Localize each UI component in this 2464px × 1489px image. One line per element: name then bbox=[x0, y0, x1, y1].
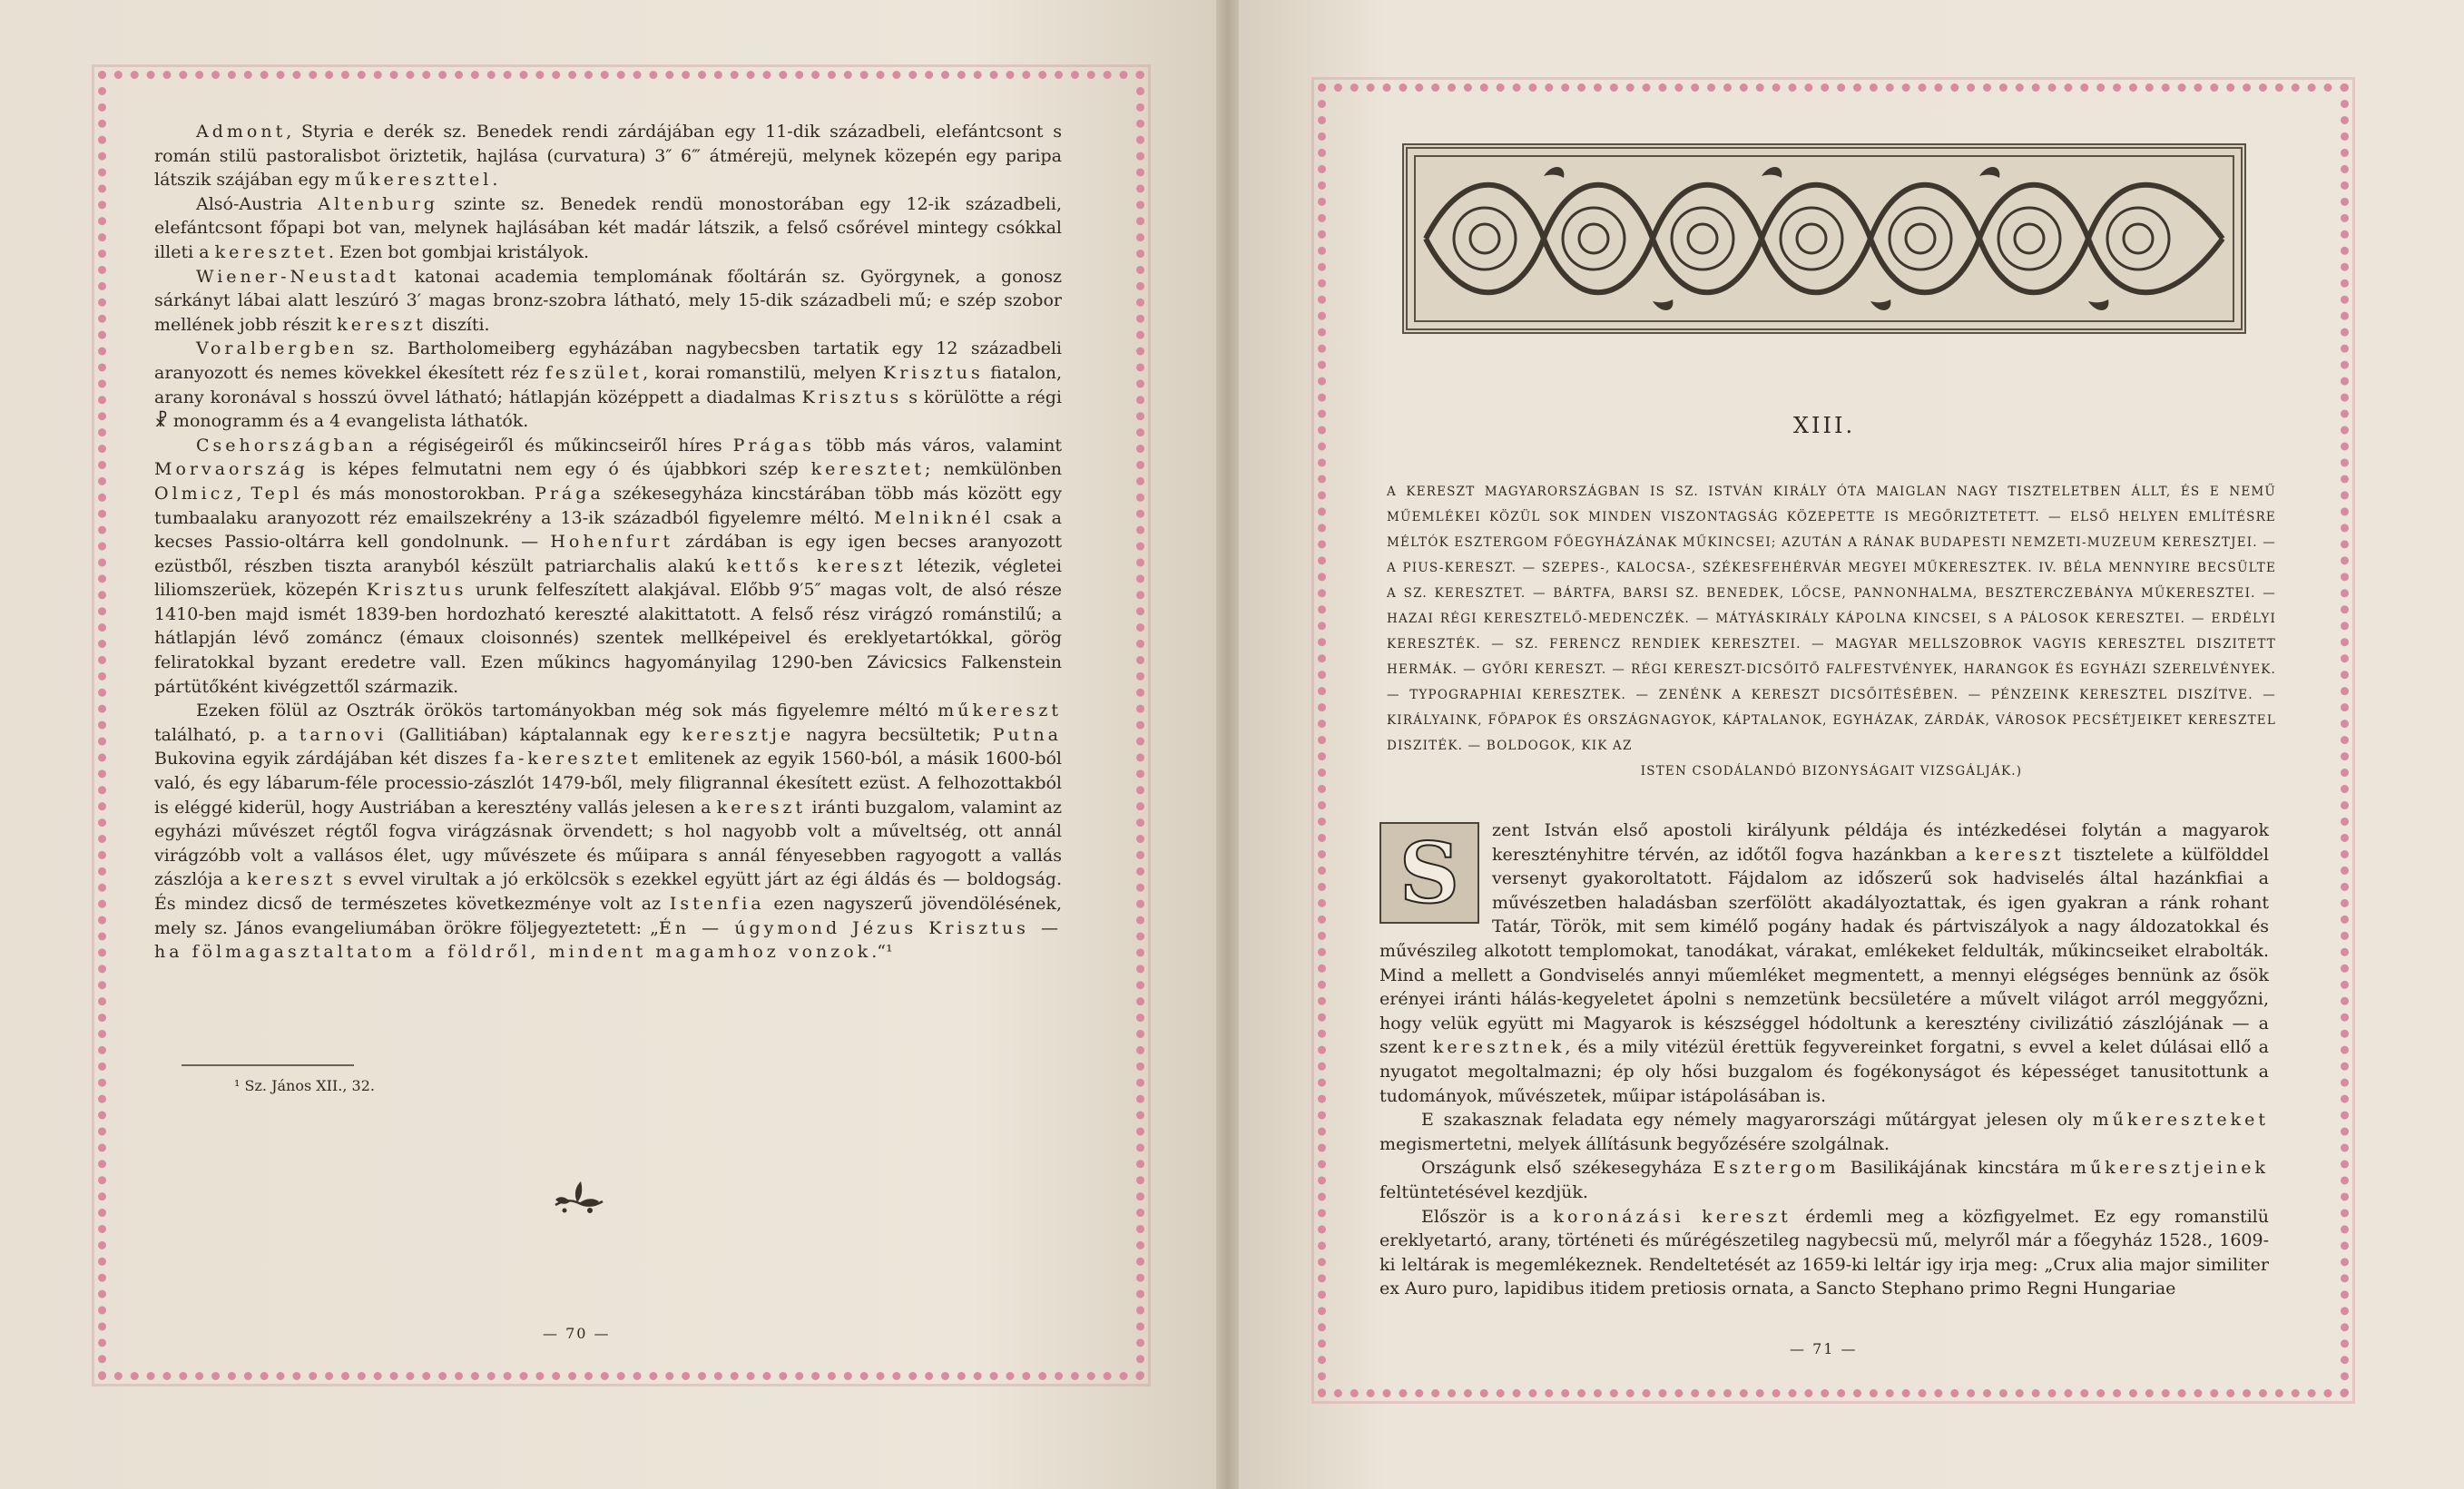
spaced-emphasis: műkereszteket bbox=[2092, 1110, 2269, 1131]
text-run: emlitenek az egyik 1560-ból, a másik 1600-ból való, és egy lábarum-féle processio-zászlót 1479-ből, mely filigrannal ékesített ezüst. A felhozottakból is eléggé kiderül, hogy Austriában a keresztény vallás jelesen a bbox=[154, 749, 1062, 818]
text-run: megismertetni, melyek állításunk begyőzésére szolgálnak. bbox=[1379, 1133, 1890, 1154]
text-run: több más város, valamint bbox=[815, 435, 1062, 456]
text-run: .“¹ bbox=[871, 942, 893, 963]
spaced-emphasis: Voralbergben bbox=[196, 338, 358, 359]
footnote: ¹ Sz. János XII., 32. bbox=[234, 1077, 375, 1094]
text-run: és más monostorokban. bbox=[302, 483, 535, 504]
text-run: tisztelete a külfölddel versenyt gyakoroltatott. Fájdalom az időszerű sok hadviselés által hazánkfiai a művészetben haladásban szerfölött akadályoztattak, és igen gyakran a ránk rohant Tatár, Török, mit sem kimélő pogány hadak és pártviszályok a nagy áldozatokkal és művészileg alkotott templomokat, tanodákat, várakat, emlékeket feldulták, műkincseiket elrabolták. Mind a mellett a Gondviselés annyi műemléket megmentett, a mennyi elégséges bennünk az ősök erényei iránti hálás-kegyeletet ápolni s nemzetünk becsületére a művelt világot arról meggyőzni, hogy velük együtt mi Magyarok is készséggel hódoltunk a keresztény civilizátió zászlójának — a szent bbox=[1379, 844, 2269, 1058]
text-run: székesegyháza kincstárában több más között egy tumbaalaku aranyozott réz emailszekrény a 13-ik századból figyelemre méltó. bbox=[154, 483, 1062, 528]
spaced-emphasis: Wiener-Neustadt bbox=[196, 266, 400, 287]
text-run: Basilikájának kincstára bbox=[1839, 1158, 2071, 1179]
text-run: diszíti. bbox=[426, 314, 490, 335]
text-run: zárdában is egy igen becses aranyozott ezüstből, részben tiszta aranyból készült patriarchalis alakú bbox=[154, 532, 1062, 576]
text-run: Ezeken fölül az Osztrák örökös tartományokban még sok más figyelemre méltó bbox=[196, 700, 938, 721]
text-run: Bukovina egyik zárdájában két diszes bbox=[154, 749, 495, 769]
spaced-emphasis: Altenburg bbox=[318, 193, 438, 214]
chapter-summary bbox=[1387, 479, 2276, 784]
spaced-emphasis: keresztet bbox=[810, 459, 925, 480]
paragraph bbox=[154, 265, 1062, 338]
text-run: szinte sz. Benedek rendü monostorában egy 12-ik századbeli, elefántcsont főpapi bot van, melynek hajlásában két madár látszik, a felső csőrével mintegy csókkal illeti a bbox=[154, 193, 1063, 262]
paragraph bbox=[1379, 1156, 2269, 1204]
spaced-emphasis: Krisztus bbox=[801, 387, 903, 407]
page-number-right: — 71 — bbox=[1790, 1340, 1858, 1357]
text-run: . bbox=[492, 170, 498, 191]
text-run: , Styria e derék sz. Benedek rendi zárdájában egy 11-dik századbeli, elefántcsont s román stilü pastoralisbot öriztetik, hajlása (curvatura) 3″ 6‴ átmérejü, melynek közepén egy paripa látszik szájában egy bbox=[154, 122, 1062, 191]
text-run: található, p. a bbox=[154, 724, 299, 745]
paragraph bbox=[154, 192, 1062, 265]
paragraph bbox=[1379, 1205, 2269, 1301]
text-run: Először is a bbox=[1421, 1206, 1554, 1227]
spaced-emphasis: keresztje bbox=[682, 724, 795, 745]
spaced-emphasis: műkereszt bbox=[937, 700, 1062, 721]
spaced-emphasis: Én — úgymond Jézus Krisztus — ha fölmagasztaltatom a földről, mindent magamhoz vonzok bbox=[154, 917, 1062, 963]
spaced-emphasis: kereszt bbox=[716, 797, 807, 818]
text-run: a régiségeiről és műkincseiről híres bbox=[377, 435, 733, 456]
spaced-emphasis: Istenfia bbox=[669, 894, 765, 914]
spaced-emphasis: Krisztus bbox=[883, 362, 984, 383]
text-run: E szakasznak feladata egy némely magyarországi műtárgyat jelesen oly bbox=[1421, 1110, 2093, 1131]
spaced-emphasis: tarnovi bbox=[299, 724, 388, 745]
paragraph bbox=[154, 699, 1062, 965]
paragraph bbox=[154, 120, 1062, 192]
text-run: katonai academia templomának főoltárán sz. Györgynek, a gonosz sárkányt lábai alatt leszúró 3′ magas bronz-szobra látható, mely 15-dik századbeli mű; e szép szobor mellének jobb részit bbox=[154, 266, 1062, 335]
drop-cap-letter: S bbox=[1399, 823, 1460, 922]
spaced-emphasis: keresztnek bbox=[1432, 1037, 1566, 1058]
text-run: is képes felmutatni nem egy ó és újabbkori szép bbox=[308, 459, 811, 480]
paragraph bbox=[1379, 818, 2269, 1108]
spaced-emphasis: Olmicz bbox=[154, 483, 237, 504]
spaced-emphasis: fa-keresztet bbox=[494, 749, 642, 769]
paragraph bbox=[1379, 1108, 2269, 1156]
text-run: ezen nagyszerű jövendölésének, mely sz. János evangeliumában örökre följegyeztetett: „ bbox=[154, 894, 1062, 938]
spaced-emphasis: kereszt bbox=[247, 869, 337, 890]
text-run: . Ezen bot gombjai kristályok. bbox=[328, 241, 590, 262]
spaced-emphasis: Krisztus bbox=[366, 580, 467, 601]
spaced-emphasis: Tepl bbox=[250, 483, 303, 504]
spaced-emphasis: keresztet bbox=[214, 241, 329, 262]
text-run: nagyra becsültetik; bbox=[794, 724, 993, 745]
text-run: , bbox=[236, 483, 251, 504]
spaced-emphasis: Hohenfurt bbox=[550, 532, 674, 553]
chapter-number: XIII. bbox=[1792, 413, 1856, 438]
text-run: Alsó-Austria bbox=[196, 193, 319, 214]
spaced-emphasis: kettős kereszt bbox=[726, 555, 907, 576]
spaced-emphasis: Csehországban bbox=[196, 435, 378, 456]
book-gutter bbox=[1216, 0, 1239, 1489]
spaced-emphasis: kereszt bbox=[1975, 844, 2065, 865]
spaced-emphasis: műkeresztjeinek bbox=[2070, 1158, 2269, 1179]
text-run: létezik, végletei liliomszerüek, közepén bbox=[154, 555, 1062, 601]
left-body-text bbox=[154, 120, 1062, 965]
leaf-ornament-icon bbox=[552, 1178, 606, 1216]
text-run: s körülötte a régi ☧ monogramm és a 4 evangelista láthatók. bbox=[154, 387, 1063, 432]
text-run: zent István első apostoli királyunk példája és intézkedései folytán a magyarok keresztényhitre térvén, az időtől fogva hazánkban a bbox=[1492, 820, 2269, 865]
drop-cap-initial bbox=[1379, 822, 1479, 924]
text-run: , korai romanstilü, melyen bbox=[643, 362, 884, 383]
spaced-emphasis: Melniknél bbox=[874, 507, 995, 528]
text-run: Országunk első székesegyháza bbox=[1421, 1158, 1713, 1179]
text-run: ; nemkülönben bbox=[925, 459, 1062, 480]
spaced-emphasis: kereszt bbox=[337, 314, 427, 335]
page-number-left: — 70 — bbox=[543, 1325, 611, 1342]
text-run: sz. Bartholomeiberg egyházában nagybecsben tartatik egy 12 századbeli aranyozott és nemes kövekkel ékesített réz bbox=[154, 338, 1062, 383]
spaced-emphasis: Putna bbox=[992, 724, 1063, 745]
text-run: érdemli meg a közfigyelmet. Ez egy romanstilü ereklyetartó, arany, történeti és műrégészetileg nagybecsü mű, melyről már a főegyház 1528., 1609-ki leltárak is megemlékeznek. Rendeltetését az 1659-ki leltár igy irja meg: „Crux alia major similiter ex Auro puro, lapidibus itidem pretiosis ornata, a Sancto Stephano primo Regni Hungariae bbox=[1379, 1206, 2269, 1299]
footnote-rule bbox=[182, 1064, 354, 1066]
paragraph bbox=[154, 434, 1062, 700]
text-run: feltüntetésével kezdjük. bbox=[1379, 1181, 1588, 1202]
spaced-emphasis: feszület bbox=[545, 362, 643, 383]
text-run: s evvel virultak a jó erkölcsök s ezekkel együtt járt az égi áldás és — boldogság. És mindez dicső de természetes következménye volt az bbox=[154, 869, 1062, 914]
spaced-emphasis: Morvaország bbox=[154, 459, 309, 480]
spaced-emphasis: Admont bbox=[196, 122, 287, 142]
spaced-emphasis: Esztergom bbox=[1713, 1158, 1840, 1179]
text-run: iránti buzgalom, valamint az egyházi művészet régtől fogva virágzásnak örvendett; s hol nagyobb volt a műveltség, ott annál virágzóbb volt a vallásos élet, ugy művészete és műipara s annál fényesebben ragyogott a vallás zászlója a bbox=[154, 797, 1062, 890]
spaced-emphasis: koronázási kereszt bbox=[1553, 1206, 1792, 1227]
paragraph bbox=[154, 337, 1062, 433]
text-run: fiatalon, arany koronával s hosszú övvel látható; hátlapján középpett a diadalmas bbox=[154, 362, 1063, 407]
right-body-text bbox=[1379, 818, 2269, 1301]
text-run: , és a mily vitézül érettük fegyvereinket forgatni, s evvel a kelet dúlásai ellő a nyugatot megoltalmazni; ép oly hősi buzgalom és fogékonyságot és képességet tanusitottunk a tudományok, művészetek, műipar istápolásában is. bbox=[1379, 1037, 2269, 1106]
text-run: (Gallitiában) káptalannak egy bbox=[387, 724, 682, 745]
text-run: urunk felfeszített alakjával. Előbb 9′5″ magas volt, de alsó része 1410-ben majd ismét 1839-ben hordozható kereszté alakittatott. A felső rész virágzó románstilű; a hátlapján lévő zománcz (émaux cloisonnés) szentek mellképeivel és ereklyetartókkal, görög feliratokkal byzant eredetre vall. Ezen műkincs hagyományilag 1290-ben Závicsics Falkenstein pártütőként kivégzettől származik. bbox=[154, 580, 1062, 697]
text-run: csak a kecses Passio-oltárra kell gondolnunk. — bbox=[154, 507, 1063, 553]
chapter-summary-last-line: ISTEN CSODÁLANDÓ BIZONYSÁGAIT VIZSGÁLJÁK.) bbox=[1640, 764, 2023, 779]
ornamental-header-banner bbox=[1402, 143, 2246, 334]
spaced-emphasis: műkereszttel bbox=[334, 170, 493, 191]
spaced-emphasis: Prága bbox=[535, 483, 604, 504]
spaced-emphasis: Prágas bbox=[732, 435, 815, 456]
chapter-summary-text: A KERESZT MAGYARORSZÁGBAN IS SZ. ISTVÁN KIRÁLY ÓTA MAIGLAN NAGY TISZTELETBEN ÁLLT, ÉS E NEMŰ MŰEMLÉKEI KÖZÜL SOK MINDEN VISZONTAGSÁG KÖZEPETTE IS MEGŐRIZTETETT. — ELSŐ HELYEN EMLÍTÉSRE MÉLTÓK ESZTERGOM FŐEGYHÁZÁNAK MŰKINCSEI; AZUTÁN A RÁNAK BUDAPESTI NEMZETI-MUZEUM KERESZTJEI. — A PIUS-KERESZT. — SZEPES-, KALOCSA-, SZÉKESFEHÉRVÁR MEGYEI MŰKERESZTEK. IV. BÉLA MENNYIRE BECSÜLTE A SZ. KERESZTET. — BÁRTFA, BARSI SZ. BENEDEK, LŐCSE, PANNONHALMA, BESZTERCZEBÁNYA MŰKERESZTEI. — HAZAI RÉGI KERESZTELŐ-MEDENCZÉK. — MÁTYÁSKIRÁLY KÁPOLNA KINCSEI, S A PÁLOSOK KERESZTEI. — ERDÉLYI KERESZTÉK. — SZ. FERENCZ RENDIEK KERESZTEI. — MAGYAR MELLSZOBROK VAGYIS KERESZTEL DISZITETT HERMÁK. — GYŐRI KERESZT. — RÉGI KERESZT-DICSŐITŐ FALFESTVÉNYEK, HARANGOK ÉS EGYHÁZI SZERELVÉNYEK. — TYPOGRAPHIAI KERESZTEK. — ZENÉNK A KERESZT DICSŐITÉSÉBEN. — PÉNZEINK KERESZTEL DISZÍTVE. — KIRÁLYAINK, FŐPAPOK ÉS ORSZÁGNAGYOK, KÁPTALANOK, EGYHÁZAK, ZÁRDÁK, VÁROSOK PECSÉTJEIKET KERESZTEL DISZITÉK. — BOLDOGOK, KIK AZ bbox=[1387, 485, 2276, 753]
